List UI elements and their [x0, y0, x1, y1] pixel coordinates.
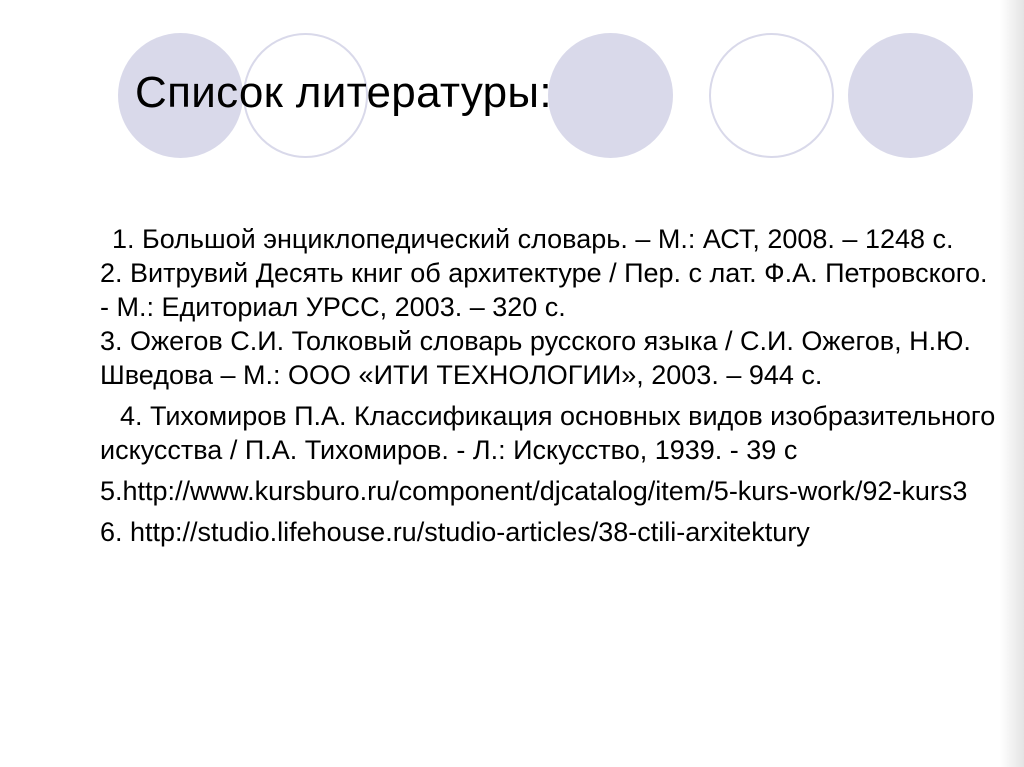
- reference-text: 4. Тихомиров П.А. Классификация основных видов изобразительного искусства / П.А. Тихомиров. - Л.: Искусство, 1939. - 39 с: [100, 401, 996, 465]
- decorative-circle-filled: [848, 33, 973, 158]
- reference-text: 2. Витрувий Десять книг об архитектуре / Пер. с лат. Ф.А. Петровского. - М.: Едиториал УРСС, 2003. – 320 с.: [100, 258, 988, 322]
- reference-item: [100, 222, 1000, 256]
- slide-title: Список литературы:: [135, 68, 552, 117]
- reference-item: [100, 324, 1000, 392]
- reference-item: [100, 399, 1000, 467]
- reference-list: [100, 222, 1000, 549]
- slide-edge-shadow: [1000, 0, 1024, 767]
- reference-item[interactable]: [100, 515, 1000, 549]
- decorative-circle-outlined: [709, 33, 834, 158]
- reference-text: 1. Большой энциклопедический словарь. – М.: АСТ, 2008. – 1248 с.: [112, 224, 954, 254]
- reference-item[interactable]: [100, 474, 1000, 508]
- decorative-circle-filled: [548, 33, 673, 158]
- reference-text: 3. Ожегов С.И. Толковый словарь русского языка / С.И. Ожегов, Н.Ю. Шведова – М.: ООО «ИТИ ТЕХНОЛОГИИ», 2003. – 944 с.: [100, 326, 971, 390]
- reference-link[interactable]: 5.http://www.kursburo.ru/component/djcatalog/item/5-kurs-work/92-kurs3: [100, 476, 968, 506]
- reference-item: [100, 256, 1000, 324]
- reference-link[interactable]: 6. http://studio.lifehouse.ru/studio-articles/38-ctili-arxitektury: [100, 517, 810, 547]
